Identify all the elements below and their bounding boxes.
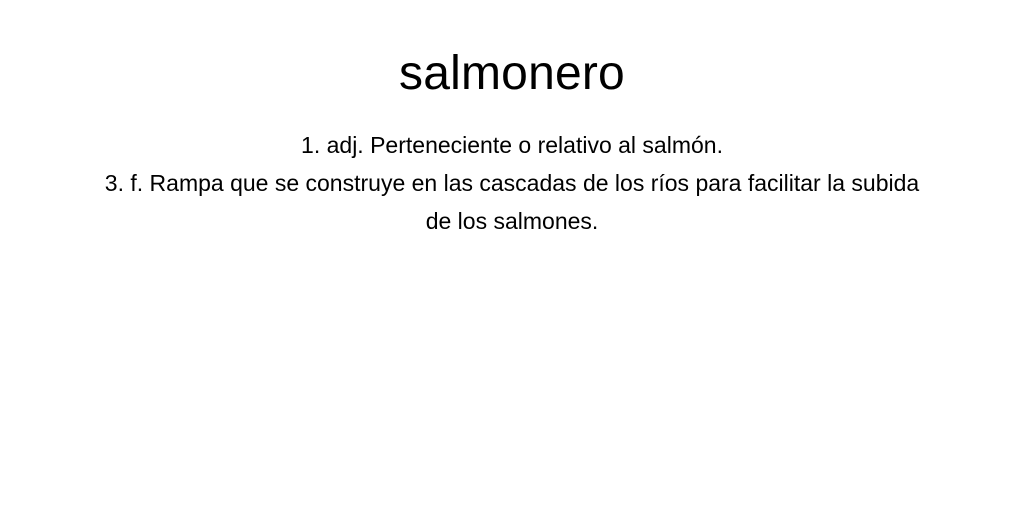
definition-1: 1. adj. Perteneciente o relativo al salmón. — [301, 132, 723, 158]
definition-list — [92, 126, 932, 240]
definition-2: 3. f. Rampa que se construye en las cascadas de los ríos para facilitar la subida de los salmones. — [104, 170, 920, 234]
entry-word: salmonero — [399, 47, 625, 100]
